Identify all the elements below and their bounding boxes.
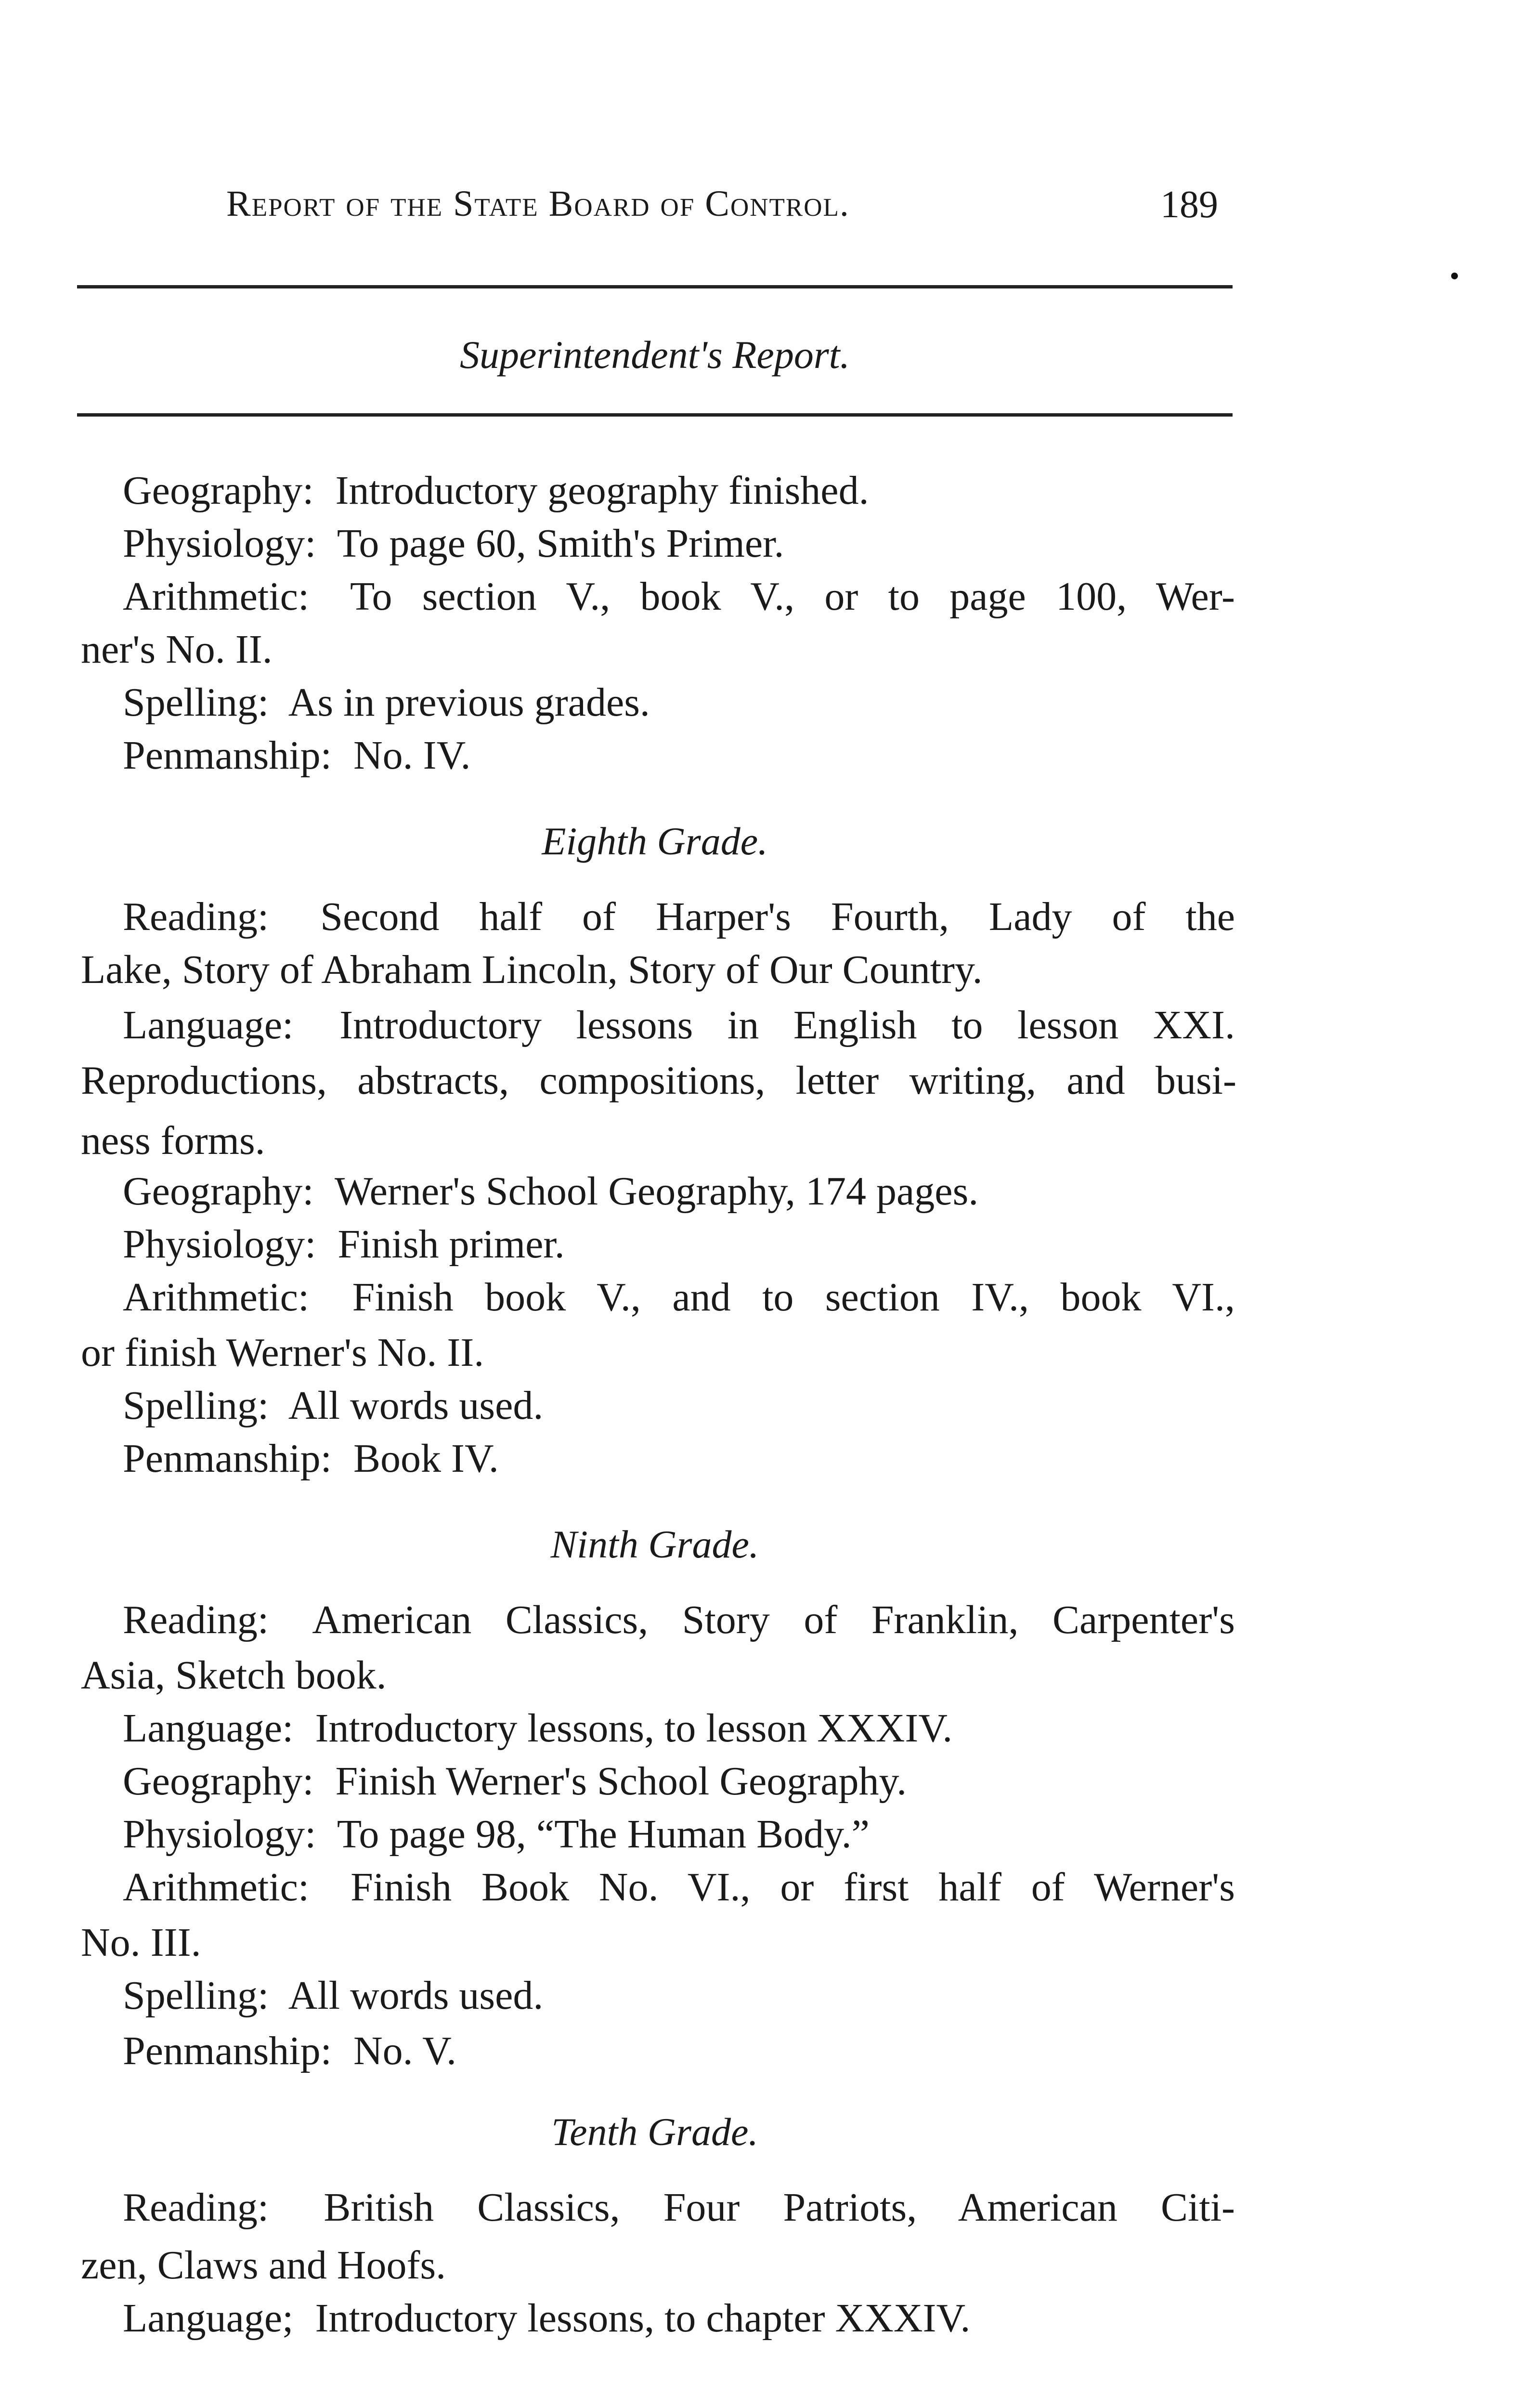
entry-label: Arithmetic:	[123, 1865, 310, 1910]
entry-label: Arithmetic:	[123, 574, 310, 619]
entry-continuation: Lake, Story of Abraham Lincoln, Story of Our Country.	[81, 947, 983, 992]
entry-text: Introductory lessons, to lesson XXXIV.	[315, 1706, 953, 1751]
entry-label: Spelling:	[123, 1973, 269, 2018]
entry-spelling	[123, 1382, 543, 1429]
entry-language	[123, 1002, 1235, 1048]
entry-continuation: No. III.	[81, 1920, 201, 1965]
entry-continuation: ness forms.	[81, 1118, 265, 1163]
entry-penmanship	[123, 732, 470, 779]
entry-text: All words used.	[288, 1383, 544, 1428]
header-rule-top	[77, 285, 1233, 288]
entry-text: Book IV.	[353, 1436, 499, 1481]
entry-label: Physiology:	[123, 1222, 316, 1267]
entry-label: Language;	[123, 2296, 294, 2341]
entry-text: No. V.	[353, 2028, 456, 2073]
ink-speck	[1451, 273, 1458, 279]
entry-geography	[123, 467, 869, 514]
entry-label: Penmanship:	[123, 1436, 332, 1481]
entry-text: Finish primer.	[338, 1222, 565, 1267]
entry-language	[123, 1705, 952, 1752]
entry-geography	[123, 1168, 978, 1215]
entry-text: British Classics, Four Patriots, American Citi-	[324, 2185, 1235, 2230]
entry-label: Geography:	[123, 468, 314, 513]
entry-label: Geography:	[123, 1759, 314, 1804]
entry-continuation: Reproductions, abstracts, compositions, letter writing, and busi-	[81, 1058, 1236, 1103]
entry-label: Physiology:	[123, 1812, 316, 1857]
entry-continuation: ner's No. II.	[81, 627, 273, 672]
entry-label: Language:	[123, 1706, 294, 1751]
entry-text: All words used.	[288, 1973, 544, 2018]
entry-reading	[123, 893, 1235, 940]
entry-spelling	[123, 679, 650, 726]
entry-arithmetic	[123, 1864, 1235, 1911]
entry-penmanship	[123, 2028, 456, 2074]
grade-heading-tenth: Tenth Grade.	[551, 2110, 758, 2154]
entry-label: Language:	[123, 1003, 294, 1047]
entry-text: Second half of Harper's Fourth, Lady of the	[320, 894, 1235, 939]
entry-label: Reading:	[123, 2185, 269, 2230]
entry-label: Penmanship:	[123, 2028, 332, 2073]
entry-reading	[123, 1597, 1235, 1643]
entry-text: Finish Werner's School Geography.	[335, 1759, 907, 1804]
grade-heading-eighth: Eighth Grade.	[542, 819, 768, 863]
entry-text: To page 60, Smith's Primer.	[337, 521, 784, 566]
entry-label: Physiology:	[123, 521, 316, 566]
page-number: 189	[1160, 183, 1218, 226]
entry-continuation: zen, Claws and Hoofs.	[81, 2243, 446, 2288]
entry-text: As in previous grades.	[288, 680, 650, 725]
entry-label: Geography:	[123, 1169, 314, 1214]
entry-text: No. IV.	[353, 733, 471, 778]
entry-label: Reading:	[123, 1597, 269, 1642]
entry-language	[123, 2295, 970, 2342]
entry-text: To section V., book V., or to page 100, Wer-	[350, 574, 1235, 619]
entry-text: Introductory lessons in English to lesson XXI.	[339, 1003, 1235, 1047]
running-head: Report of the State Board of Control.	[226, 183, 850, 224]
entry-label: Spelling:	[123, 1383, 269, 1428]
entry-label: Penmanship:	[123, 733, 332, 778]
grade-heading-ninth: Ninth Grade.	[550, 1522, 759, 1566]
entry-arithmetic	[123, 1274, 1235, 1321]
entry-label: Spelling:	[123, 680, 269, 725]
entry-reading	[123, 2184, 1235, 2231]
entry-continuation: or finish Werner's No. II.	[81, 1330, 484, 1375]
entry-physiology	[123, 520, 784, 567]
entry-text: American Classics, Story of Franklin, Carpenter's	[312, 1597, 1235, 1642]
entry-physiology	[123, 1811, 870, 1858]
entry-physiology	[123, 1221, 565, 1268]
entry-arithmetic	[123, 573, 1235, 620]
section-title: Superintendent's Report.	[459, 333, 850, 377]
header-rule-bottom	[77, 413, 1233, 417]
entry-text: Finish Book No. VI., or first half of Werner's	[351, 1865, 1235, 1910]
entry-continuation: Asia, Sketch book.	[81, 1653, 387, 1698]
entry-text: Werner's School Geography, 174 pages.	[335, 1169, 979, 1214]
entry-text: To page 98, “The Human Body.”	[337, 1812, 870, 1857]
entry-text: Finish book V., and to section IV., book VI.,	[352, 1275, 1235, 1320]
entry-geography	[123, 1758, 907, 1805]
entry-label: Reading:	[123, 894, 269, 939]
entry-spelling	[123, 1972, 543, 2019]
entry-penmanship	[123, 1435, 499, 1482]
entry-label: Arithmetic:	[123, 1275, 310, 1320]
entry-text: Introductory lessons, to chapter XXXIV.	[315, 2296, 971, 2341]
entry-text: Introductory geography finished.	[335, 468, 869, 513]
